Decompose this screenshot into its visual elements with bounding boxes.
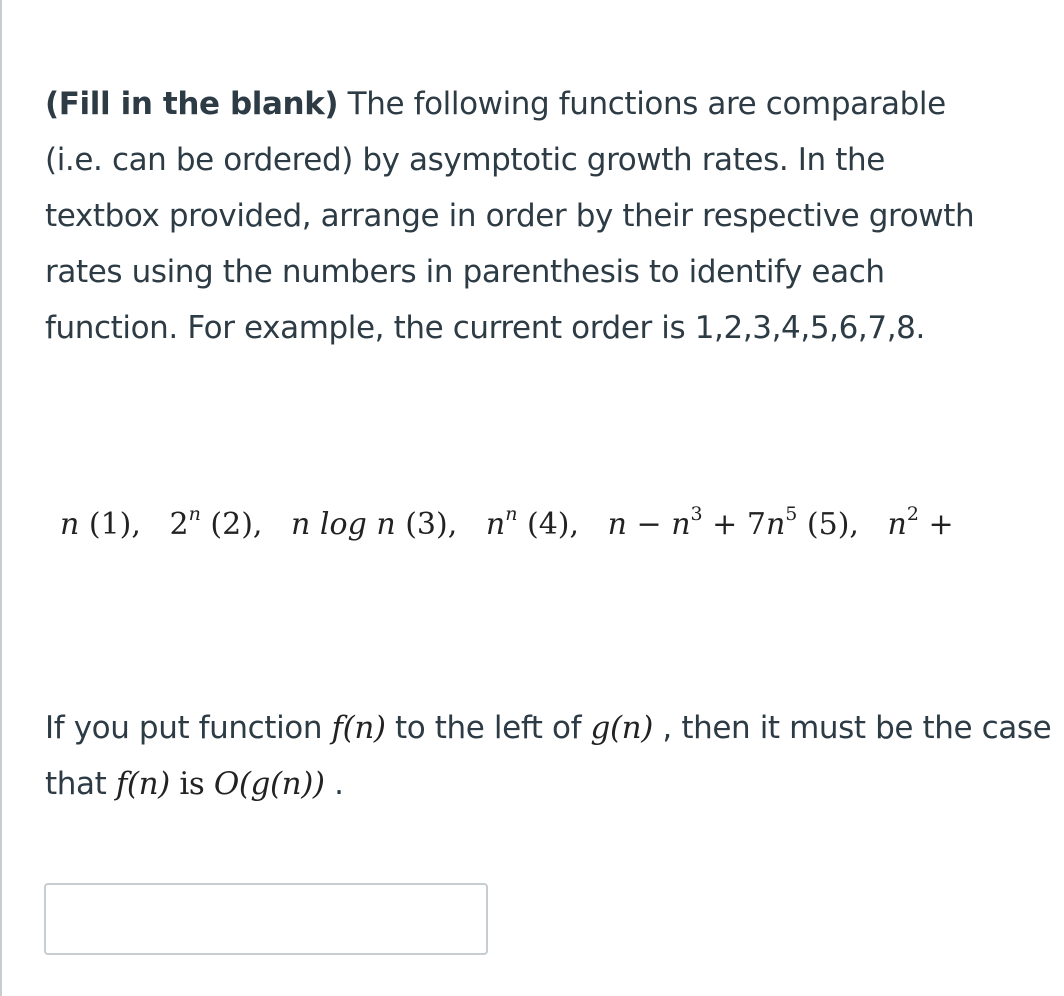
explanation-text: If you put function f(n) to the left of g(n) , then it must be the case that f(n) is O(g(n)) . — [45, 710, 1052, 802]
function-list — [60, 505, 1064, 545]
function-6: $n^2$ + — [887, 505, 954, 542]
function-5: $n - n^3 + 7n^5$ (5), — [607, 505, 859, 542]
left-border — [0, 0, 2, 996]
question-body: The following functions are comparable (i.e. can be ordered) by asymptotic growth rates. In the textbox provided, arrange in order by their respective growth rates using the numbers in parenthesis to identify each function. For example, the current order is 1,2,3,4,5,6,7,8. — [45, 86, 975, 346]
math-f-of-n: f(n) — [331, 710, 386, 746]
math-is: is — [179, 766, 205, 802]
question-text — [45, 76, 1005, 356]
answer-input[interactable] — [44, 883, 488, 955]
function-3: n log n (3), — [291, 507, 458, 542]
math-big-o: O(g(n)) — [213, 766, 325, 802]
math-f-of-n-2: f(n) — [115, 766, 170, 802]
question-label: (Fill in the blank) — [45, 86, 339, 122]
function-4: $n^n$ (4), — [485, 505, 580, 542]
math-g-of-n: g(n) — [590, 710, 653, 746]
function-2: 2$^n$ (2), — [169, 505, 263, 542]
function-1: n (1), — [60, 507, 141, 542]
